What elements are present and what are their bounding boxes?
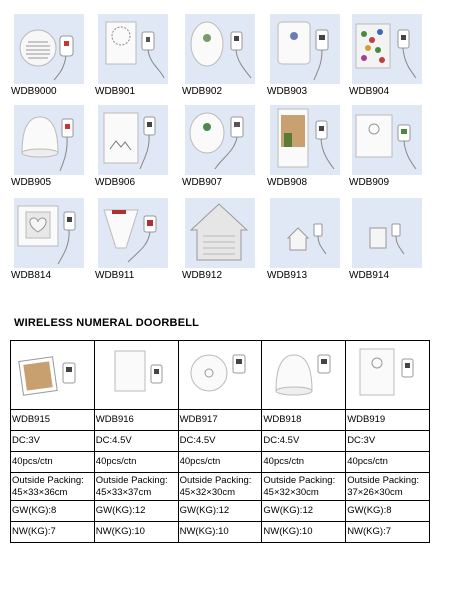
model-image-cell [94, 341, 178, 410]
pack-quantity: 40pcs/ctn [178, 452, 262, 473]
square-speaker-doorbell-icon [98, 14, 168, 84]
gross-weight: GW(KG):12 [262, 501, 346, 522]
voltage: DC:4.5V [178, 431, 262, 452]
voltage: DC:4.5V [94, 431, 178, 452]
product-wdb911 [95, 198, 168, 288]
table-row-outside-packing [11, 473, 430, 501]
picture-frame-doorbell-icon [270, 105, 340, 175]
model-code: WDB915 [11, 410, 95, 431]
product-code: WDB912 [182, 270, 223, 281]
wdb917-doorbell-icon [183, 345, 259, 403]
product-wdb913 [267, 198, 340, 288]
outside-packing-size: 45×32×30cm [263, 486, 319, 498]
pack-quantity: 40pcs/ctn [346, 452, 430, 473]
product-code: WDB814 [11, 270, 52, 281]
model-code: WDB919 [346, 410, 430, 431]
mini-house-doorbell-icon [270, 198, 340, 268]
product-code: WDB905 [11, 177, 52, 188]
product-code: WDB906 [95, 177, 136, 188]
model-code: WDB916 [94, 410, 178, 431]
model-code: WDB917 [178, 410, 262, 431]
house-shaped-doorbell-icon [185, 198, 255, 268]
table-row-voltage [11, 431, 430, 452]
product-wdb901 [95, 14, 168, 104]
outside-packing-label: Outside Packing: [12, 474, 84, 486]
product-wdb907 [182, 105, 255, 195]
voltage: DC:3V [11, 431, 95, 452]
net-weight: NW(KG):10 [262, 522, 346, 543]
mini-box-doorbell-icon [352, 198, 422, 268]
table-row-net-weight [11, 522, 430, 543]
outside-packing-label: Outside Packing: [179, 474, 252, 486]
outside-packing [262, 473, 346, 501]
flat-panel-doorbell-icon [98, 105, 168, 175]
product-code: WDB913 [267, 270, 308, 281]
product-wdb904 [349, 14, 422, 104]
wdb916-doorbell-icon [99, 345, 175, 403]
product-wdb905 [11, 105, 84, 195]
pack-quantity: 40pcs/ctn [11, 452, 95, 473]
pack-quantity: 40pcs/ctn [262, 452, 346, 473]
fan-shaped-doorbell-icon [98, 198, 168, 268]
table-row-gross-weight [11, 501, 430, 522]
model-image-cell [178, 341, 262, 410]
product-code: WDB904 [349, 86, 390, 97]
product-wdb902 [182, 14, 255, 104]
outside-packing-label: Outside Packing: [347, 474, 420, 486]
outside-packing [94, 473, 178, 501]
heart-panel-doorbell-icon [14, 198, 84, 268]
gross-weight: GW(KG):8 [346, 501, 430, 522]
outside-packing-label: Outside Packing: [263, 474, 336, 486]
product-code: WDB9000 [11, 86, 57, 97]
voltage: DC:3V [346, 431, 430, 452]
product-code: WDB908 [267, 177, 308, 188]
model-image-cell [11, 341, 95, 410]
product-code: WDB909 [349, 177, 390, 188]
wdb915-doorbell-icon [15, 345, 91, 403]
product-code: WDB902 [182, 86, 223, 97]
product-wdb914 [349, 198, 422, 288]
net-weight: NW(KG):7 [11, 522, 95, 543]
gross-weight: GW(KG):12 [178, 501, 262, 522]
product-code: WDB914 [349, 270, 390, 281]
product-wdb909 [349, 105, 422, 195]
egg-doorbell-icon [185, 105, 255, 175]
round-speaker-doorbell-icon [14, 14, 84, 84]
wdb919-doorbell-icon [350, 345, 426, 403]
section-title: WIRELESS NUMERAL DOORBELL [14, 317, 200, 329]
product-wdb906 [95, 105, 168, 195]
table-row-pack [11, 452, 430, 473]
product-code: WDB901 [95, 86, 136, 97]
model-image-cell [262, 341, 346, 410]
rectangle-doorbell-icon [270, 14, 340, 84]
outside-packing-size: 45×33×36cm [12, 486, 68, 498]
spec-table [10, 340, 430, 543]
outside-packing-label: Outside Packing: [95, 474, 168, 486]
net-weight: NW(KG):10 [178, 522, 262, 543]
voltage: DC:4.5V [262, 431, 346, 452]
pack-quantity: 40pcs/ctn [94, 452, 178, 473]
outside-packing-size: 45×32×30cm [179, 486, 236, 498]
outside-packing [178, 473, 262, 501]
table-row-model [11, 410, 430, 431]
net-weight: NW(KG):7 [346, 522, 430, 543]
bell-shaped-doorbell-icon [14, 105, 84, 175]
product-code: WDB907 [182, 177, 223, 188]
outside-packing-size: 45×33×37cm [95, 486, 152, 498]
model-code: WDB918 [262, 410, 346, 431]
product-wdb9000 [11, 14, 84, 104]
product-code: WDB903 [267, 86, 308, 97]
product-wdb814 [11, 198, 84, 288]
product-wdb903 [267, 14, 340, 104]
decorated-doorbell-icon [352, 14, 422, 84]
table-row-images [11, 341, 430, 410]
outside-packing [346, 473, 430, 501]
product-code: WDB911 [95, 270, 135, 281]
product-wdb912 [182, 198, 255, 288]
gross-weight: GW(KG):8 [11, 501, 95, 522]
net-weight: NW(KG):10 [94, 522, 178, 543]
outside-packing [11, 473, 95, 501]
model-image-cell [346, 341, 430, 410]
outside-packing-size: 37×26×30cm [347, 486, 403, 498]
gross-weight: GW(KG):12 [94, 501, 178, 522]
square-chime-doorbell-icon [352, 105, 422, 175]
product-wdb908 [267, 105, 340, 195]
oval-doorbell-icon [185, 14, 255, 84]
wdb918-doorbell-icon [266, 345, 342, 403]
